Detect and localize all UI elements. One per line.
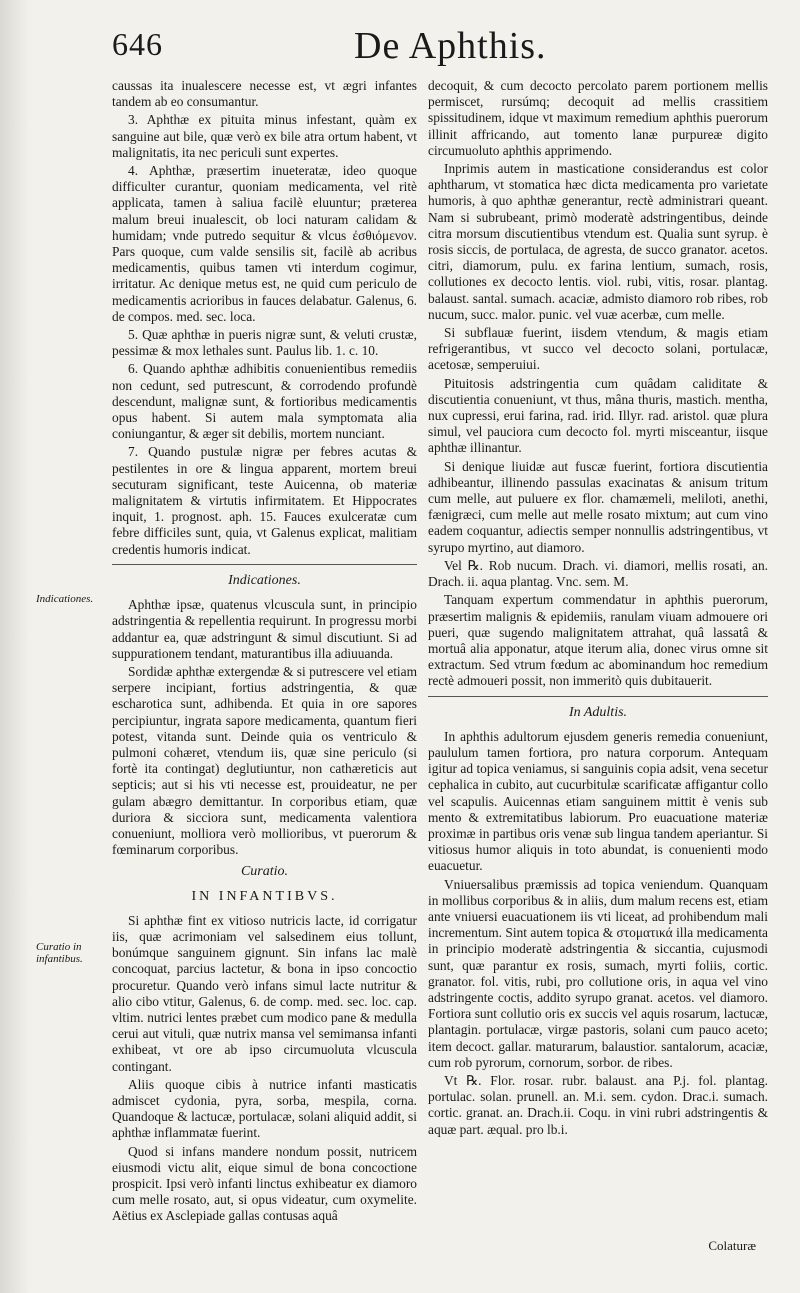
marginal-note-indicationes: Indicationes.	[36, 593, 94, 605]
right-paragraph: Si subflauæ fuerint, iisdem vtendum, & magis etiam refrigerantibus, vt succo vel decocto solani, portulacæ, acetosæ, semperuiui.	[428, 325, 768, 373]
left-paragraph: Quod si infans mandere nondum possit, nutricem eiusmodi victu alit, eique simul de bona concoctione prospicit. Ipsi verò infanti linctus exhibeatur ex diamoro cum melle rosato, aut, si opus videatur, cum oxymelite. Aëtius ex Asclepiade gallas contusas aquâ	[112, 1143, 417, 1224]
right-paragraph: In aphthis adultorum ejusdem generis remedia conueniunt, paululum tamen fortiora, pro natura corporum. Antequam igitur ad topica veniamus, si sanguinis copia adsit, vena secetur cephalica in cubito, aut cucurbitulæ scarificatæ affigantur collo vel scapulis. Auicennas etiam sanguinem mittit è venis sub mento & extremitatibus labiorum. Pro euacuatione materiæ proximæ in partibus oris venæ sub lingua tandem aperiantur. Si vitiosus humor aliquis in toto abundat, is conuenienti modo euacuetur.	[428, 728, 768, 874]
right-paragraph: Si denique liuidæ aut fuscæ fuerint, fortiora discutientia adhibeantur, illinendo passulas exacinatas & anisum tritum cum melle, aut puluere ex flor. chamæmeli, meliloti, anethi, fænigræci, cum melle aut melle rosato mixtum; aut cum vino eadem coquantur, adiectis semper nonnullis adstringentibus, vt syrupo myrtino, aut diamoro.	[428, 458, 768, 555]
left-paragraph: Si aphthæ fint ex vitioso nutricis lacte, id corrigatur iis, quæ acrimoniam vel salsedinem eius tollunt, bonúmque sanguinem gignunt. Sin infans lac malè concoquat, parcius lactetur, & bona in ipso concoctio procuretur. Quando verò infans simul lacte nutritur & alio cibo vtitur, Galenus, 6. de comp. med. sec. loc. cap. vltim. nutrici lentes præbet cum modico pane & medulla cerui aut vituli, quæ nutrix mansa vel semimansa infanti exhibeat, vt ore ab ipso circumuoluta vlcuscula contingant.	[112, 912, 417, 1074]
right-paragraph: Inprimis autem in masticatione considerandus est color aphtharum, vt stomatica hæc dicta medicamenta pro varietate humoris, à quo aphthæ generantur, rectè administrari queant. Nam si subrubeant, primò moderatè adstringentibus, deinde citra morsum discutientibus vtendum est. Qualia sunt syrup. è rosis siccis, de portulaca, de agresta, de succo granator. acetos. citri, diamorum, pulu. ex farina lentium, sumach, rosis, collutiones ex decocto lentis. viol. rubi, vitis, rosar. plantag. balaust. santal. sumach. acaciæ, admisto diamoro rob ribes, rob nucum, succ. malor. punic. vel vuæ acerbæ, cum melle.	[428, 161, 768, 322]
section-rule	[112, 564, 417, 565]
marginal-note-curatio: Curatio in infantibus.	[36, 941, 83, 965]
right-paragraph: Pituitosis adstringentia cum quâdam caliditate & discutientia conueniunt, vt thus, mâna thuris, mastich. mentha, nux cupressi, erui farina, rad. irid. Illyr. rad. aristol. quæ plura simul, vel pauciora cum decocto fol. myrti misceantur, iisque aphthæ illinantur.	[428, 375, 768, 456]
section-rule	[428, 696, 768, 697]
section-heading-infantibus: IN INFANTIBVS.	[191, 888, 338, 904]
catchword: Colaturæ	[708, 1238, 756, 1253]
right-paragraph: Vniuersalibus præmissis ad topica veniendum. Quanquam in mollibus corporibus & in aliis, dum malum recens est, etiam ante vniuersi euacuationem iis vti liceat, ad prohibendum mali incrementum. Sint autem topica & στοματικά illa medicamenta in principio moderatè adstringentia & siccantia, cujusmodi sunt, quæ parantur ex rosis, sumach, myrti foliis, cortic. granator. fol. vitis, rubi, pro collutione oris, in aqua vel vino adstringente coctis, addito syrupo granat. acetos. vel diamoro. Fortiora sunt collutio oris ex succis vel aquis rosarum, lactucæ, plantagin. portulacæ, virgæ pastoris, solani cum pauco aceto; item decoct. gallar. maturarum, balaustior. santalorum, acaciæ, cum rob pyrorum, cornorum, sorbor. de ribes.	[428, 876, 768, 1070]
right-column	[428, 78, 768, 1140]
left-paragraph: 6. Quando aphthæ adhibitis conuenientibus remediis non cedunt, sed putrescunt, & corrodendo profundè descendunt, malignæ sunt, & fortioribus medicamentis opus habent. Si autem mala symptomata alia coniungantur, & æger sit debilis, mortem nunciant.	[112, 361, 417, 442]
gutter-shadow	[0, 0, 30, 1293]
right-paragraph: Vt ℞. Flor. rosar. rubr. balaust. ana P.j. fol. plantag. portulac. solan. prunell. an. M.i. sem. cydon. Drac.i. sumach. cortic. granat. an. Drach.ii. Coqu. in vini rubri adstringentis & aquæ part. æqual. pro lb.i.	[428, 1072, 768, 1137]
left-paragraph: 3. Aphthæ ex pituita minus infestant, quàm ex sanguine aut bile, quæ verò ex bile atra ortum habent, vt malignitatis, ita nec periculi sunt expertes.	[112, 112, 417, 160]
right-paragraph: Vel ℞. Rob nucum. Drach. vi. diamori, mellis rosati, an. Drach. ii. aqua plantag. Vnc. sem. M.	[428, 557, 768, 590]
right-paragraph: Tanquam expertum commendatur in aphthis puerorum, præsertim malignis & epidemiis, ranulam viuam admouere ori pueri, quæ sugendo malignitatem attrahat, quâ lassatâ & mortuâ alia apponatur, atque iterum alia, donec virus omne sit extractum. Sed vtrum fœdum ac abominandum hoc remedium rectè admoueri possit, non immeritò quis dubitauerit.	[428, 592, 768, 689]
running-title: De Aphthis.	[354, 25, 547, 67]
left-paragraph: Sordidæ aphthæ extergendæ & si putrescere vel etiam serpere incipiant, fortius adstringentia, & quæ escharotica sunt, adhibenda. Et quia in ore sapores percipiuntur, ingrata sapore medicamenta, quantum fieri potest, vitanda sunt. Deinde quia os ventriculo & pulmoni cohæret, vtendum iis, quæ sine periculo (si fortè ita contingat) deglutiuntur, non cathæreticis aut septicis; aut si his vti necesse est, prouideatur, ne per gulam abægro demittantur. In corporibus etiam, quæ duriora & sicciora sunt, medicamenta valentiora conueniunt, molliora verò mollioribus, vt puerorum & fœminarum corporibus.	[112, 663, 417, 858]
left-paragraph: Aliis quoque cibis à nutrice infanti masticatis admiscet cydonia, pyra, sorba, mespila, corna. Quandoque & lactucæ, portulacæ, solani aliquid addit, si aphthæ inflammatæ fuerint.	[112, 1076, 417, 1141]
left-paragraph: 7. Quando pustulæ nigræ per febres acutas & pestilentes in ore & lingua apparent, mortem breui secuturam significant, teste Auicenna, ob materiæ malignitatem & virtutis infirmitatem. Et Hippocrates inquit, 1. prognost. aph. 15. Fauces exulceratæ cum febre difficiles sunt, quia, vt Galenus explicat, malitiam credentis humoris indicat.	[112, 444, 417, 557]
page-header	[0, 24, 800, 72]
section-heading-adultis: In Adultis.	[568, 704, 628, 720]
left-paragraph: 4. Aphthæ, præsertim inueteratæ, ideo quoque difficulter curantur, quoniam medicamenta, vel ritè applicata, tamen à saliua facilè eluuntur; præterea malum breui inualescit, ob loci naturam calidam & humidam; vnde putredo sequitur & vlcus ἐσθιόμενον. Pars quoque, cum valde sensilis sit, facilè ab acribus medicamentis, quibus tamen vti interdum cogimur, irritatur. Ac denique metus est, ne quid cum periculo de medicamentis acrioribus in fauces delabatur. Galenus, 6. de compos. med. sec. loca.	[112, 163, 417, 324]
right-paragraph: decoquit, & cum decocto percolato parem portionem mellis permiscet, rursúmq; decoquit ad mellis crassitiem spissitudinem, idque vt maximum remedium aphthis puerorum illinit affricando, aut tomento lanæ purpureæ digito circumuoluto aphthis apprimendo.	[428, 78, 768, 158]
left-paragraph: Aphthæ ipsæ, quatenus vlcuscula sunt, in principio adstringentia & repellentia requirunt. In progressu morbi addantur ea, quæ adstringunt & simul discutiunt. Si ad suppurationem tendant, maturantibus illa adiuuanda.	[112, 597, 417, 661]
section-heading-curatio: Curatio.	[240, 864, 289, 880]
section-heading-indicationes: Indicationes.	[228, 572, 301, 588]
left-paragraph: 5. Quæ aphthæ in pueris nigræ sunt, & veluti crustæ, pessimæ & mox lethales sunt. Paulus lib. 1. c. 10.	[112, 327, 417, 359]
page-number: 646	[112, 26, 163, 62]
left-paragraph: caussas ita inualescere necesse est, vt ægri infantes tandem ab eo consumantur.	[112, 78, 417, 110]
left-column	[112, 78, 417, 1227]
